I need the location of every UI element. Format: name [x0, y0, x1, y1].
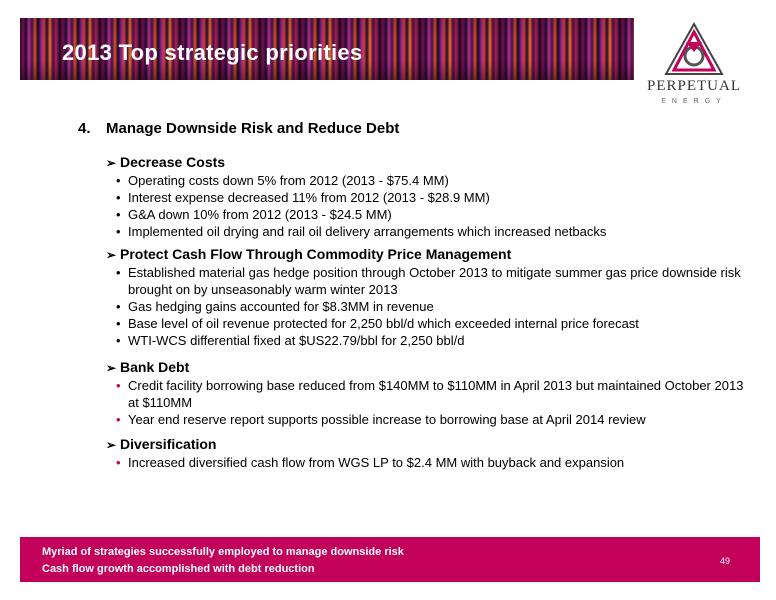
list-item: • Increased diversified cash flow from WGS LP to $2.4 MM with buyback and expansion	[116, 455, 625, 470]
section-title	[106, 435, 746, 454]
section-title	[106, 358, 746, 377]
slide-title: 2013 Top strategic priorities	[62, 40, 363, 65]
section-heading	[78, 120, 399, 137]
heading-text: Manage Downside Risk and Reduce Debt	[106, 120, 400, 137]
logo-subtitle: ENERGY	[661, 98, 727, 105]
page-number: 49	[720, 556, 731, 566]
section-title-text: Diversification	[120, 436, 217, 452]
arrow-bullet-icon: ➢	[106, 156, 117, 170]
list-item: • Interest expense decreased 11% from 2012 (2013 - $28.9 MM)	[116, 190, 490, 205]
logo-mark-icon	[664, 22, 724, 78]
logo-name: PERPETUAL	[646, 78, 741, 94]
footer-line-1: Myriad of strategies successfully employed to manage downside risk	[42, 546, 404, 558]
arrow-bullet-icon: ➢	[106, 248, 117, 262]
list-item: • WTI-WCS differential fixed at $US22.79/bbl for 2,250 bbl/d	[116, 333, 465, 348]
section-title-text: Decrease Costs	[120, 154, 226, 170]
section-title	[106, 153, 746, 172]
list-item: • Established material gas hedge position through October 2013 to mitigate summer gas price downside risk brought on by unseasonably warm winter 2013	[116, 265, 741, 297]
section-title	[106, 245, 746, 264]
footer-line-2: Cash flow growth accomplished with debt reduction	[42, 563, 315, 575]
list-item: • Credit facility borrowing base reduced from $140MM to $110MM in April 2013 but maintained October 2013 at $110MM	[116, 378, 744, 410]
list-item: • Year end reserve report supports possible increase to borrowing base at April 2014 review	[116, 412, 646, 427]
section-title-text: Bank Debt	[120, 359, 190, 375]
priority-content	[106, 153, 746, 476]
section-diversification	[106, 435, 746, 471]
list-item: • Base level of oil revenue protected for 2,250 bbl/d which exceeded internal price forecast	[116, 316, 639, 331]
list-item: • Implemented oil drying and rail oil delivery arrangements which increased netbacks	[116, 224, 607, 239]
arrow-bullet-icon: ➢	[106, 438, 117, 452]
list-item: • G&A down 10% from 2012 (2013 - $24.5 MM)	[116, 207, 392, 222]
section-bank-debt	[106, 358, 746, 428]
company-logo	[634, 18, 754, 108]
section-protect-cash-flow	[106, 245, 746, 349]
list-item: • Gas hedging gains accounted for $8.3MM in revenue	[116, 299, 434, 314]
summary-footer	[20, 537, 760, 582]
section-decrease-costs	[106, 153, 746, 240]
section-title-text: Protect Cash Flow Through Commodity Price Management	[120, 246, 512, 262]
list-item: • Operating costs down 5% from 2012 (2013 - $75.4 MM)	[116, 173, 449, 188]
heading-number: 4.	[78, 120, 91, 137]
arrow-bullet-icon: ➢	[106, 361, 117, 375]
